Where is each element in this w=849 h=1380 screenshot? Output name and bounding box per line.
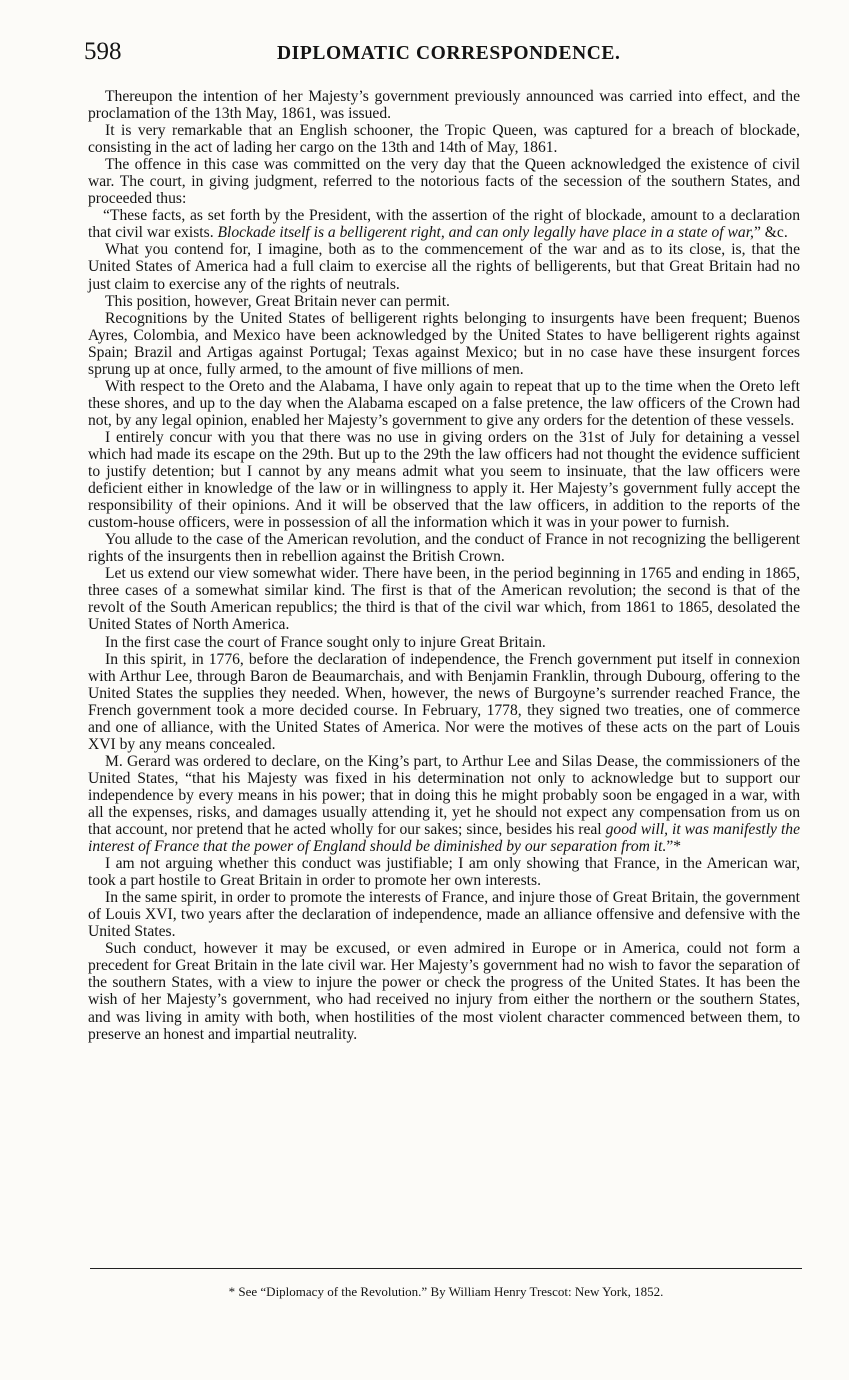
paragraph: Thereupon the intention of her Majesty’s government previously announced was carried into effect, and the proclamation of the 13th May, 1861, was issued. [88, 88, 800, 123]
paragraph: It is very remarkable that an English schooner, the Tropic Queen, was captured for a breach of blockade, consisting in the act of lading her cargo on the 13th and 14th of May, 1861. [88, 122, 800, 157]
paragraph: In this spirit, in 1776, before the declaration of independence, the French government put itself in connexion with Arthur Lee, through Baron de Beaumarchais, and with Benjamin Franklin, through Dubourg, offering to the United States the supplies they needed. When, however, the news of Burgoyne’s surrender reached France, the French government took a more decided course. In February, 1778, they signed two treaties, one of commerce and one of alliance, with the United States of America. Nor were the motives of these acts on the part of Louis XVI by any means concealed. [88, 650, 800, 753]
paragraph: In the first case the court of France sought only to injure Great Britain. [105, 633, 546, 651]
footnote: * See “Diplomacy of the Revolution.” By William Henry Trescot: New York, 1852. [228, 1284, 664, 1299]
gerard-plain: M. Gerard was ordered to declare, on the King’s part, to Arthur Lee and Silas Dease, the commissioners of the United States, “that his Majesty was fixed in his determination not only to acknowledge but to support our independence by every means in his power; that in doing this he might probably soon be engaged in a war, with all the expenses, risks, and damages usually attending it, yet he should not expect any compensation from us on that account, nor pretend that he acted wholly for our sakes; since, besides his real [88, 752, 800, 839]
body-text [88, 88, 800, 1043]
quote-italic: Blockade itself is a belligerent right, and can only legally have place in a state of war, [217, 224, 754, 242]
paragraph: The offence in this case was committed on the very day that the Queen acknowledged the existence of civil war. The court, in giving judgment, referred to the notorious facts of the secession of the southern States, and proceeded thus: [88, 156, 800, 208]
paragraph: This position, however, Great Britain never can permit. [105, 292, 450, 310]
gerard-tail: ”* [666, 838, 682, 856]
paragraph: I entirely concur with you that there was no use in giving orders on the 31st of July for detaining a vessel which had made its escape on the 29th. But up to the 29th the law officers had not thought the evidence sufficient to justify detention; but I cannot by any means admit what you seem to insinuate, that the law officers were deficient either in knowledge of the law or in willingness to apply it. Her Majesty’s government fully accept the responsibility of their opinions. And it will be observed that the law officers, in addition to the reports of the custom-house officers, were in possession of all the information which it was in your power to furnish. [88, 428, 800, 532]
paragraph: What you contend for, I imagine, both as to the commencement of the war and as to its close, is, that the United States of America had a full claim to exercise all the rights of belligerents, but that Great Britain had no just claim to exercise any of the rights of neutrals. [88, 241, 800, 293]
paragraph: In the same spirit, in order to promote the interests of France, and injure those of Great Britain, the government of Louis XVI, two years after the declaration of independence, made an alliance offensive and defensive with the United States. [88, 889, 800, 941]
paragraph: I am not arguing whether this conduct was justifiable; I am only showing that France, in the American war, took a part hostile to Great Britain in order to promote her own interests. [88, 855, 800, 890]
paragraph: You allude to the case of the American revolution, and the conduct of France in not recognizing the belligerent rights of the insurgents then in rebellion against the British Crown. [88, 531, 800, 566]
footnote-rule [90, 1268, 802, 1269]
running-title: DIPLOMATIC CORRESPONDENCE. [277, 43, 621, 64]
gerard-italic: good will, it was manifestly the interest of France that the power of England should be diminished by our separation from it. [88, 821, 800, 856]
paragraph: Such conduct, however it may be excused, or even admired in Europe or in America, could not form a precedent for Great Britain in the late civil war. Her Majesty’s government had no wish to favor the separation of the southern States, with a view to injure the power or check the progress of the United States. It has been the wish of her Majesty’s government, who had received no injury from either the northern or the southern States, and was living in amity with both, when hostilities of the most violent character commenced between them, to preserve an honest and impartial neutrality. [88, 940, 800, 1043]
quote-plain: “These facts, as set forth by the President, with the assertion of the right of blockade, amount to a declaration that civil war exists. [88, 207, 800, 242]
page-header [84, 38, 800, 72]
paragraph: Recognitions by the United States of belligerent rights belonging to insurgents have been frequent; Buenos Ayres, Colombia, and Mexico have been acknowledged by the United States to have belligerent rights against Spain; Brazil and Artigas against Portugal; Texas against Mexico; but in no case have these insurgent forces sprung up at once, fully armed, to the amount of five millions of men. [88, 309, 800, 378]
page-number: 598 [84, 38, 122, 65]
gerard-paragraph [88, 753, 800, 855]
court-quote [88, 207, 800, 241]
paragraph: Let us extend our view somewhat wider. There have been, in the period beginning in 1765 and ending in 1865, three cases of a somewhat similar kind. The first is that of the American revolution; the second is that of the revolt of the South American republics; the third is that of the civil war which, from 1861 to 1865, desolated the United States of North America. [88, 565, 800, 634]
paragraph: With respect to the Oreto and the Alabama, I have only again to repeat that up to the time when the Oreto left these shores, and up to the day when the Alabama escaped on a false pretence, the law officers of the Crown had not, by any legal opinion, enabled her Majesty’s government to give any orders for the detention of these vessels. [88, 377, 800, 429]
quote-tail: ” &c. [753, 224, 788, 242]
